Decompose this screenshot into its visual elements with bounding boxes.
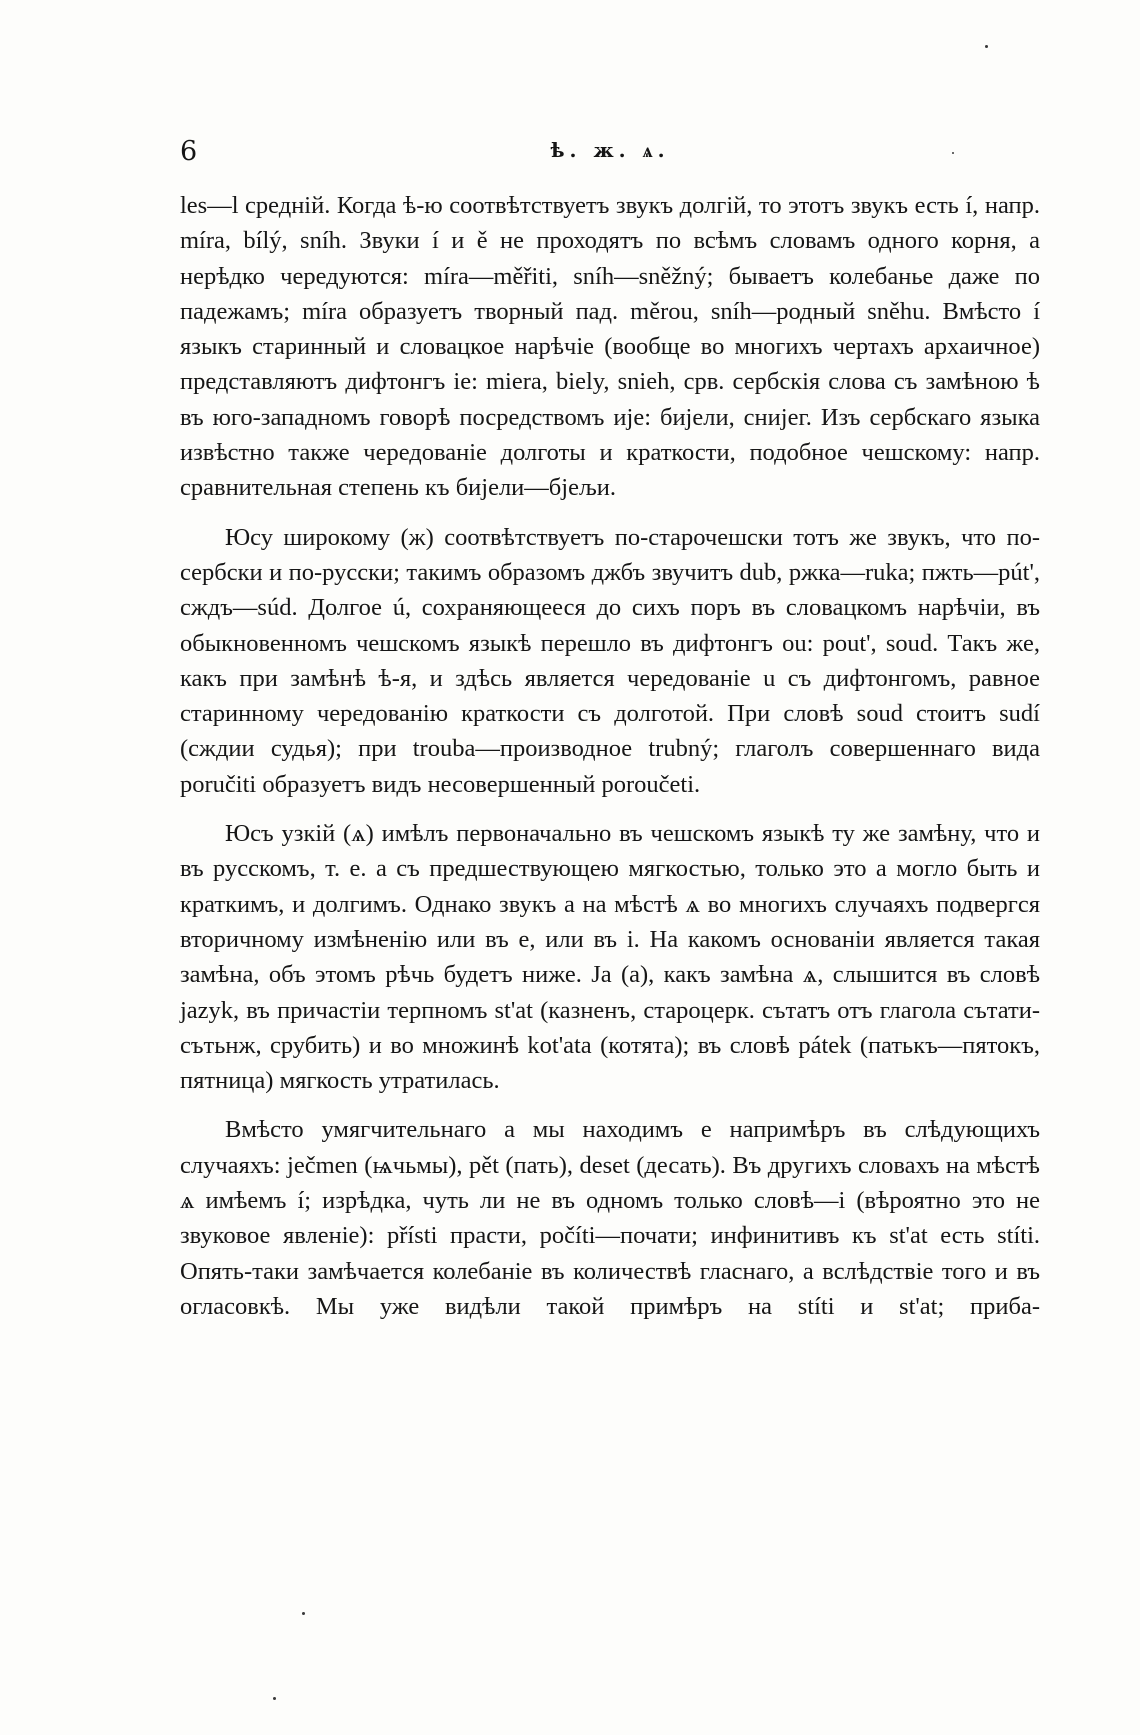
running-head: ѣ. ж. ѧ. xyxy=(550,138,670,162)
paragraph-continuation: les—l средній. Когда ѣ-ю соотвѣтствуетъ звукъ долгій, то этотъ звукъ есть í, напр. míra, bílý, sníh. Звуки í и ě не проходятъ по всѣмъ словамъ одного корня, а нерѣдко чередуются: míra—měřiti, sníh—sněžný; бываетъ колебанье даже по падежамъ; míra образуетъ творный пад. měrou, sníh—родный sněhu. Вмѣсто í языкъ старинный и словацкое нарѣчіе (вообще во многихъ чертахъ архаичное) представляютъ дифтонгъ ie: miera, biely, snieh, срв. сербскія слова съ замѣною ѣ въ юго-западномъ говорѣ посредствомъ ије: бијели, снијег. Изъ сербскаго языка извѣстно также чередованіе долготы и краткости, подобное чешскому: напр. сравнительная степень къ бијели—бјељи. xyxy=(180,192,1040,502)
page-number: 6 xyxy=(180,136,198,167)
paragraph-big-yus: Юсу широкому (ж) соотвѣтствуетъ по-старочешски тотъ же звукъ, что по-сербски и по-русски; такимъ образомъ джбъ звучитъ dub, ржка—ruka; пжть—pút', сждъ—súd. Долгое ú, сохраняющееся до сихъ поръ въ словацкомъ нарѣчіи, въ обыкновенномъ чешскомъ языкѣ перешло въ дифтонгъ ou: pout', soud. Такъ же, какъ при замѣнѣ ѣ-я, и здѣсь является чередованіе u съ дифтонгомъ, равное старинному чередованію краткости съ долготой. При словѣ soud стоитъ sudí (сждии судья); при trouba—производное trubný; глаголъ совершеннаго вида poručiti образуетъ видъ несовершенный poroučeti. xyxy=(180,523,1040,798)
scan-speck xyxy=(302,1612,305,1615)
page-header xyxy=(180,136,1040,176)
paragraph-small-yus: Юсъ узкій (ѧ) имѣлъ первоначально въ чешскомъ языкѣ ту же замѣну, что и въ русскомъ, т. е. а съ предшествующею мягкостью, только это а могло быть и краткимъ, и долгимъ. Однако звукъ а на мѣстѣ ѧ во многихъ случаяхъ подвергся вторичному измѣненію или въ е, или въ i. На какомъ основаніи является такая замѣна, объ этомъ рѣчь будетъ ниже. Ja (а), какъ замѣна ѧ, слышится въ словѣ jazyk, въ причастіи терпномъ st'at (казненъ, староцерк. сътатъ отъ глагола сътати-сътьнж, срубить) и во множинѣ kot'ata (котята); въ словѣ pátek (патькъ—пятокъ, пятница) мягкость утратилась. xyxy=(180,820,1040,1095)
scan-speck xyxy=(273,1697,276,1700)
scan-speck xyxy=(985,45,988,48)
body-text xyxy=(180,188,1040,1328)
scan-speck xyxy=(952,152,954,154)
paragraph-softening: Вмѣсто умягчительнаго а мы находимъ е напримѣръ въ слѣдующихъ случаяхъ: ječmen (ѩчьмы), pět (пать), deset (десать). Въ другихъ словахъ на мѣстѣ ѧ имѣемъ í; изрѣдка, чуть ли не въ одномъ только словѣ—i (вѣроятно это не звуковое явленіе): přísti прасти, počíti—почати; инфинитивъ къ st'at есть stíti. Опять-таки замѣчается колебаніе въ количествѣ гласнаго, а вслѣдствіе того и въ огласовкѣ. Мы уже видѣли такой примѣръ на stíti и st'at; приба- xyxy=(180,1116,1040,1320)
